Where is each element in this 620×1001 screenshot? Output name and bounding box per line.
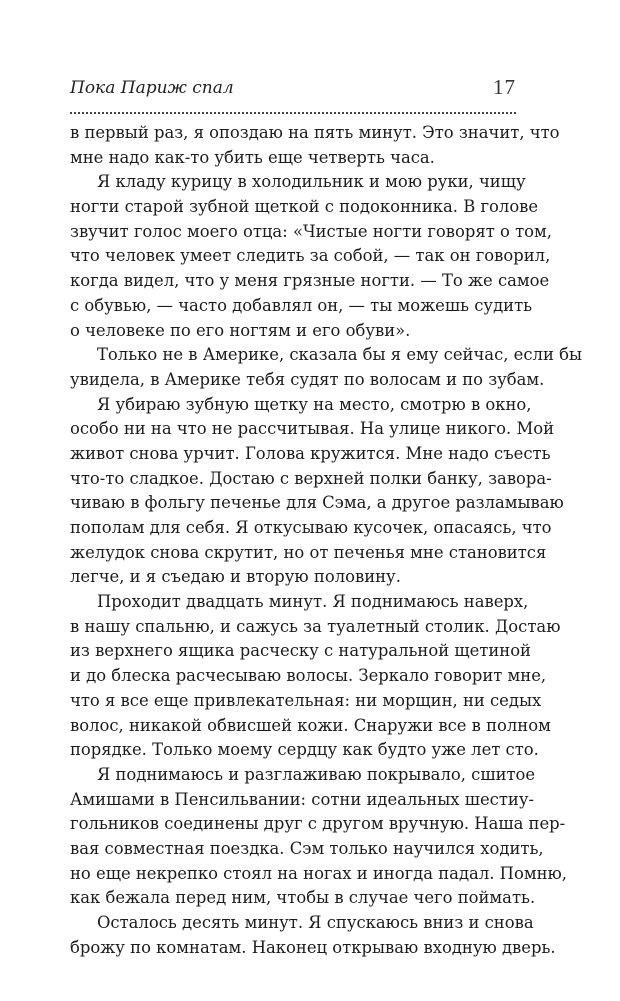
text-line: как бежала перед ним, чтобы в случае чего поймать. bbox=[70, 888, 536, 908]
text-line: о человеке по его ногтям и его обуви». bbox=[70, 320, 411, 340]
text-line: с обувью, — часто добавлял он, — ты можешь судить bbox=[70, 295, 533, 315]
paragraph bbox=[70, 911, 556, 960]
paragraph bbox=[70, 393, 564, 591]
text-line: Амишами в Пенсильвании: сотни идеальных шестиу- bbox=[70, 789, 534, 809]
text-line: что-то сладкое. Достаю с верхней полки банку, завора- bbox=[70, 468, 552, 488]
paragraph bbox=[70, 343, 583, 392]
text-line: вая совместная поездка. Сэм только научился ходить, bbox=[70, 838, 544, 858]
text-line: ногти старой зубной щеткой с подоконника. В голове bbox=[70, 197, 539, 217]
text-line: что я все еще привлекательная: ни морщин, ни седых bbox=[70, 690, 542, 710]
text-line: в нашу спальню, и сажусь за туалетный столик. Достаю bbox=[70, 616, 561, 636]
running-title: Пока Париж спал bbox=[70, 78, 234, 98]
text-line: и до блеска расчесываю волосы. Зеркало говорит мне, bbox=[70, 666, 547, 686]
text-line: звучит голос моего отца: «Чистые ногти говорят о том, bbox=[70, 221, 552, 241]
text-line: пополам для себя. Я откусываю кусочек, опасаясь, что bbox=[70, 518, 552, 537]
text-line: из верхнего ящика расческу с натуральной щетиной bbox=[70, 641, 531, 661]
paragraph bbox=[70, 763, 567, 911]
text-line: Я убираю зубную щетку на место, смотрю в окно, bbox=[97, 394, 532, 414]
text-line: гольников соединены друг с другом вручную. Наша пер- bbox=[70, 814, 566, 834]
body-text bbox=[70, 121, 583, 960]
text-line: Проходит двадцать минут. Я поднимаюсь наверх, bbox=[97, 592, 529, 612]
text-line: Только не в Америке, сказала бы я ему сейчас, если бы bbox=[97, 345, 583, 365]
text-line: что человек умеет следить за собой, — так он говорил, bbox=[70, 246, 551, 266]
paragraph bbox=[70, 121, 560, 170]
paragraph bbox=[70, 170, 552, 343]
text-line: брожу по комнатам. Наконец открываю входную дверь. bbox=[70, 937, 556, 957]
text-line: когда видел, что у меня грязные ногти. — То же самое bbox=[70, 271, 550, 291]
text-line: увидела, в Америке тебя судят по волосам и по зубам. bbox=[70, 369, 545, 389]
text-line: порядке. Только моему сердцу как будто уже лет сто. bbox=[70, 740, 539, 760]
text-line: Я кладу курицу в холодильник и мою руки, чищу bbox=[97, 172, 526, 192]
text-line: волос, никакой обвисшей кожи. Снаружи все в полном bbox=[70, 715, 551, 735]
page-number: 17 bbox=[493, 75, 516, 99]
text-line: легче, и я съедаю и вторую половину. bbox=[70, 567, 401, 587]
paragraph bbox=[70, 590, 561, 763]
text-line: мне надо как-то убить еще четверть часа. bbox=[70, 147, 435, 167]
text-line: но еще некрепко стоял на ногах и иногда падал. Помню, bbox=[70, 863, 567, 883]
running-header bbox=[70, 75, 516, 102]
header-dotted-rule bbox=[70, 112, 516, 114]
text-line: особо ни на что не рассчитывая. На улице никого. Мой bbox=[70, 419, 555, 439]
text-line: в первый раз, я опоздаю на пять минут. Это значит, что bbox=[70, 123, 560, 142]
text-line: живот снова урчит. Голова кружится. Мне надо съесть bbox=[70, 443, 551, 463]
text-line: Осталось десять минут. Я спускаюсь вниз и снова bbox=[97, 913, 534, 932]
text-line: желудок снова скрутит, но от печенья мне становится bbox=[70, 542, 547, 562]
text-line: Я поднимаюсь и разглаживаю покрывало, сшитое bbox=[97, 764, 536, 784]
text-line: чиваю в фольгу печенье для Сэма, а другое разламываю bbox=[70, 493, 564, 513]
